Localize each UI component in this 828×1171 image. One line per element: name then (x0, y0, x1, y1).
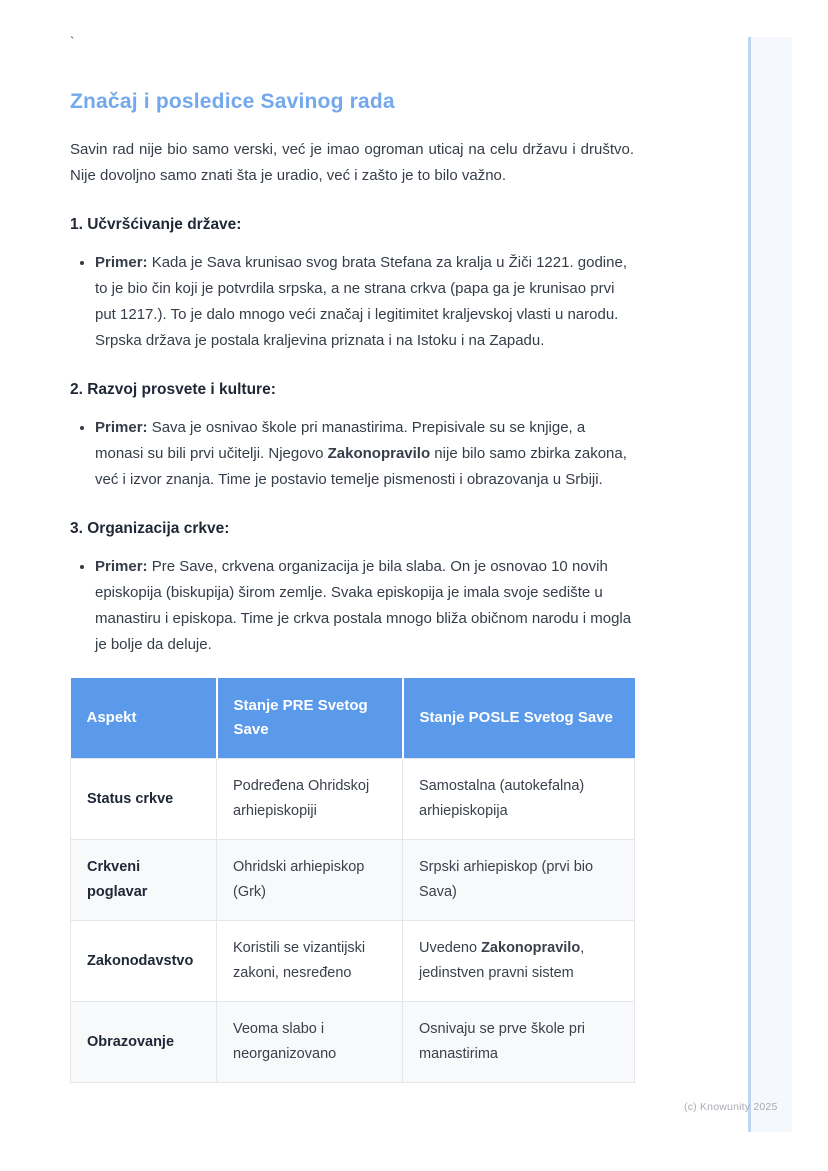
row-posle-cell (403, 921, 635, 1002)
section-list-3 (70, 554, 634, 658)
text-segment: , jedinstven pravni sistem (419, 940, 585, 981)
section-list-1 (70, 250, 634, 354)
text-segment: Samostalna (autokefalna) arhiepiskopija (419, 778, 585, 819)
table-header-posle: Stanje POSLE Svetog Save (403, 678, 635, 759)
text-segment: Ohridski arhiepiskop (Grk) (233, 859, 365, 900)
bold-text-segment: Primer: (95, 558, 148, 575)
table-row (71, 759, 635, 840)
bold-text-segment: Zakonopravilo (481, 940, 581, 956)
watermark: (c) Knowunity 2025 (684, 1101, 778, 1113)
bold-text-segment: Zakonopravilo (327, 445, 431, 462)
comparison-table (70, 678, 635, 1083)
page-title: Značaj i posledice Savinog rada (70, 90, 395, 113)
row-label (71, 840, 217, 921)
bold-text-segment: Zakonodavstvo (87, 952, 194, 969)
table-header-pre: Stanje PRE Svetog Save (217, 678, 403, 759)
table-row (71, 840, 635, 921)
document-content (70, 0, 634, 1083)
section-heading-2: 2. Razvoj prosvete i kulture: (70, 381, 276, 398)
bold-text-segment: Primer: (95, 254, 148, 271)
row-posle-cell (403, 1002, 635, 1083)
bold-text-segment: Status crkve (87, 790, 174, 807)
bold-text-segment: Primer: (95, 419, 148, 436)
intro-paragraph: Savin rad nije bio samo verski, već je imao ogroman uticaj na celu državu i društvo. Nije dovoljno samo znati šta je uradio, već i zašto je to bilo važno. (70, 141, 634, 184)
row-pre-cell (217, 1002, 403, 1083)
text-segment: Kada je Sava krunisao svog brata Stefana za kralja u Žiči 1221. godine, to je bio čin koji je potvrdila srpska, a ne strana crkva (papa ga je krunisao prvi put 1217.). To je dalo mnogo veći značaj i legitimitet kraljevskoj vlasti u narodu. Srpska država je postala kraljevina priznata i na Istoku i na Zapadu. (95, 254, 627, 349)
row-label (71, 759, 217, 840)
row-pre-cell (217, 921, 403, 1002)
text-segment: Pre Save, crkvena organizacija je bila slaba. On je osnovao 10 novih episkopija (biskupija) širom zemlje. Svaka episkopija je imala svoje sedište u manastiru i episkopa. Time je crkva postala mnogo bliža običnom narodu i mogla je bolje da deluje. (95, 558, 632, 653)
table-row (71, 1002, 635, 1083)
side-accent-panel (751, 37, 792, 1132)
stray-backtick: ` (70, 34, 75, 49)
section-list-2 (70, 415, 634, 493)
text-segment: Podređena Ohridskoj arhiepiskopiji (233, 778, 370, 819)
text-segment: Srpski arhiepiskop (prvi bio Sava) (419, 859, 594, 900)
section-heading-3: 3. Organizacija crkve: (70, 520, 230, 537)
table-row (71, 921, 635, 1002)
row-label (71, 1002, 217, 1083)
text-segment: nije bilo samo zbirka zakona, već i izvor znanja. Time je postavio temelje pismenosti i obrazovanja u Srbiji. (95, 445, 627, 488)
bullet-item-1 (95, 250, 634, 354)
row-pre-cell (217, 759, 403, 840)
text-segment: Uvedeno (419, 940, 482, 956)
text-segment: Koristili se vizantijski zakoni, nesređeno (233, 940, 366, 981)
section-heading-1: 1. Učvršćivanje države: (70, 216, 242, 233)
text-segment: Sava je osnivao škole pri manastirima. Prepisivale su se knjige, a monasi su bili prvi učitelji. Njegovo (95, 419, 586, 462)
table-header-aspekt: Aspekt (71, 678, 217, 759)
row-pre-cell (217, 840, 403, 921)
text-segment: Osnivaju se prve škole pri manastirima (419, 1021, 586, 1062)
bold-text-segment: Obrazovanje (87, 1033, 175, 1050)
row-posle-cell (403, 840, 635, 921)
row-posle-cell (403, 759, 635, 840)
bullet-item-3 (95, 554, 634, 658)
bullet-item-2 (95, 415, 634, 493)
row-label (71, 921, 217, 1002)
text-segment: Veoma slabo i neorganizovano (233, 1021, 337, 1062)
table-header-row (71, 678, 635, 759)
bold-text-segment: Crkveni poglavar (87, 859, 148, 900)
